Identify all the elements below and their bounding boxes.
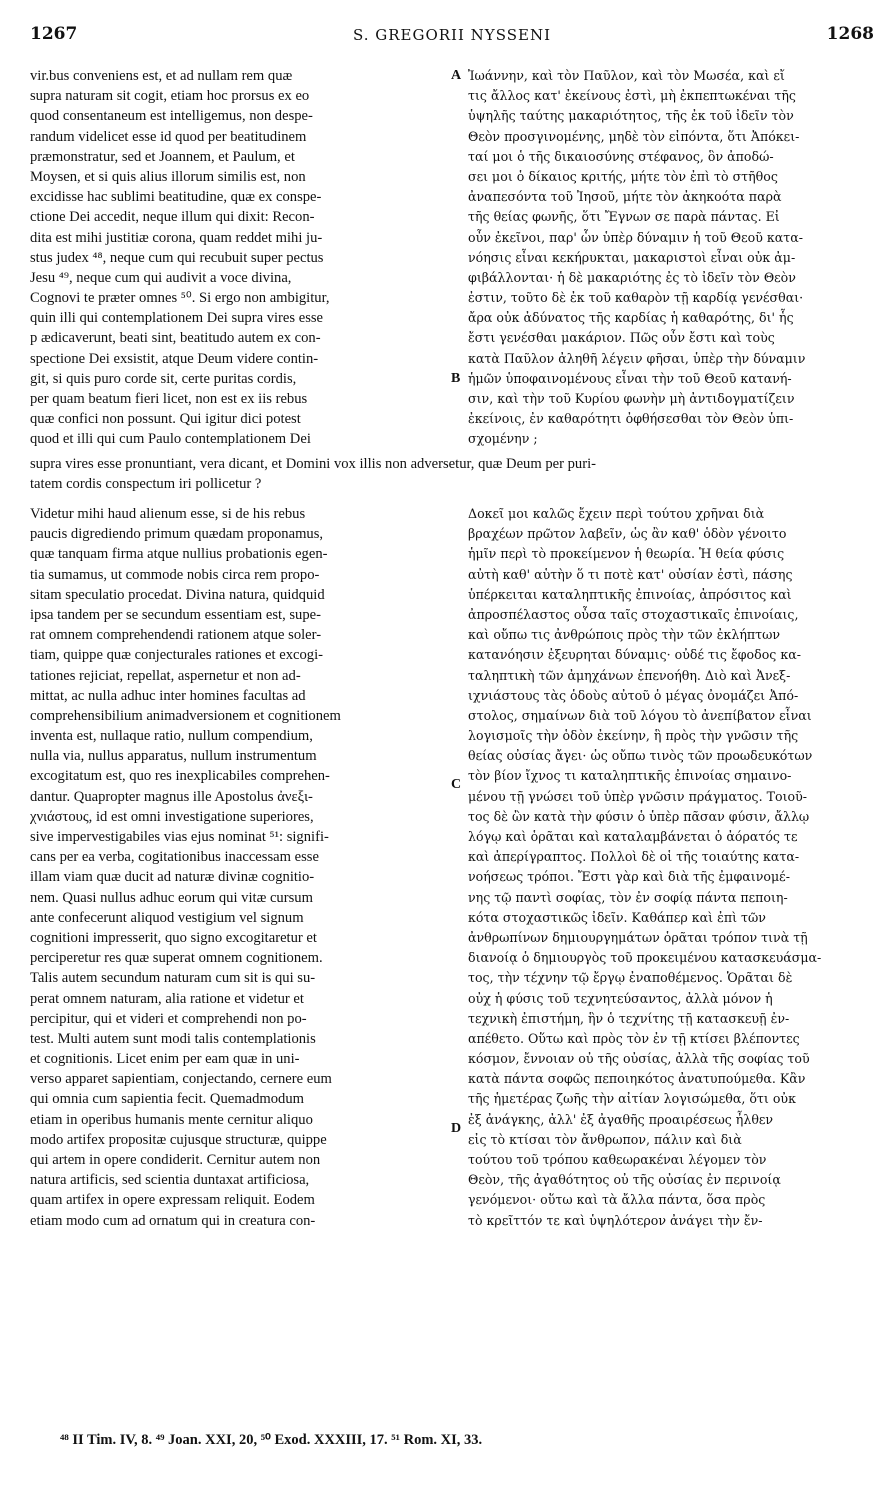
- text-line: Jesu ⁴⁹, neque cum qui audivit a voce divina,: [30, 269, 292, 286]
- margin-marker-b: B: [451, 371, 461, 386]
- text-line: excidisse hac sublimi beatitudine, quæ ex conspe-: [30, 189, 322, 206]
- text-line: ταληπτικὴ τῶν ἀμηχάνων ἐπενοήθη. Διὸ καὶ Ἀνεξ-: [468, 667, 791, 683]
- text-line: percipitur, qui et videri et comprehendi non po-: [30, 1010, 307, 1027]
- text-line: stus judex ⁴⁸, neque cum qui recubuit super pectus: [30, 249, 324, 266]
- text-line: ante confecerunt aliquod vestigium vel signum: [30, 909, 304, 926]
- text-line: σιν, καὶ τὴν τοῦ Κυρίου φωνὴν μὴ ἀντιδογματίζειν: [468, 391, 795, 406]
- text-line: τος, τὴν τέχνην τῷ ἔργῳ ἐναποθέμενος. Ὁρᾶται δὲ: [468, 970, 793, 986]
- text-line: comprehensibilium animadversionem et cognitionem: [30, 707, 341, 724]
- text-line: etiam in operibus humanis mente cernitur aliquo: [30, 1111, 313, 1128]
- text-line: οὐχ ἡ φύσις τοῦ τεχνητεύσαντος, ἀλλὰ μόνον ἡ: [468, 990, 773, 1006]
- text-line: ἀπροσπέλαστος οὖσα ταῖς στοχαστικαῖς ἐπινοίαις,: [468, 606, 799, 622]
- text-line: nem. Quasi nullus adhuc eorum qui vitæ cursum: [30, 889, 313, 906]
- page-number-right: 1268: [826, 24, 874, 44]
- text-line: καὶ ἀπερίγραπτος. Πολλοὶ δὲ οἱ τῆς τοιαύτης κατα-: [468, 849, 800, 865]
- full-width-line: supra vires esse pronuntiant, vera dicant, et Domini vox illis non adversetur, quæ Deum per puri-: [30, 456, 597, 472]
- text-line: nulla via, nullus apparatus, nullum instrumentum: [30, 748, 317, 765]
- full-width-line: tatem cordis conspectum iri pollicetur ?: [30, 476, 262, 493]
- text-line: ἄρα οὐκ ἀδύνατος τῆς καρδίας ἡ καθαρότης, δι' ἧς: [468, 310, 794, 326]
- text-line: quod et illi qui cum Paulo contemplationem Dei: [30, 431, 311, 448]
- running-title: S. GREGORII NYSSENI: [352, 26, 551, 44]
- text-line: mittat, ac nulla adhuc inter homines facultas ad: [30, 687, 306, 704]
- greek-column-top: [468, 66, 878, 450]
- text-line: ἡμῶν ὑποφαινομένους εἶναι τὴν τοῦ Θεοῦ κατανή-: [468, 370, 792, 386]
- text-line: inventa est, nullaque ratio, nullum compendium,: [30, 728, 313, 745]
- text-line: κατανόησιν ἐξευρηται δύναμις· οὐδέ τις ἔφοδος κα-: [468, 647, 801, 663]
- text-line: natura artificis, sed scientia duntaxat artificiosa,: [30, 1172, 310, 1189]
- footnotes: ⁴⁸ II Tim. IV, 8. ⁴⁹ Joan. XXI, 20, ⁵⁰ Exod. XXXIII, 17. ⁵¹ Rom. XI, 33.: [60, 1432, 483, 1448]
- text-line: rat omnem comprehendendi rationem atque soler-: [30, 627, 322, 644]
- text-line: Ἰωάννην, καὶ τὸν Παῦλον, καὶ τὸν Μωσέα, καὶ εἴ: [468, 68, 785, 83]
- text-line: spectione Dei exsistit, atque Deum videre contin-: [30, 350, 319, 367]
- text-line: λόγῳ καὶ ὁρᾶται καὶ καταλαμβάνεται ὁ ἀόρατός τε: [468, 829, 798, 844]
- text-line: σει μοι ὁ δίκαιος κριτής, μήτε τὸν ἐπὶ τὸ στῆθος: [468, 168, 778, 184]
- text-line: quin illi qui contemplationem Dei supra vires esse: [30, 310, 324, 327]
- text-line: στολος, σημαίνων διὰ τοῦ λόγου τὸ ἀνεπίβατον εἶναι: [468, 707, 812, 723]
- margin-marker-d: D: [451, 1121, 462, 1136]
- text-line: test. Multi autem sunt modi talis contemplationis: [30, 1030, 316, 1047]
- text-line: τὸν βίον ἴχνος τι καταληπτικῆς ἐπινοίας σημαινο-: [468, 768, 792, 784]
- text-line: τος δὲ ὢν κατὰ τὴν φύσιν ὁ ὑπὲρ πᾶσαν φύσιν, ἄλλῳ: [468, 808, 810, 824]
- text-line: διανοίᾳ ὁ δημιουργὸς τοῦ προκειμένου κατασκευάσμα-: [468, 950, 822, 966]
- text-line: p ædicaverunt, beati sint, beatitudo autem ex con-: [30, 330, 321, 347]
- text-line: νόησις εἶναι κεκήρυκται, μακαριστοὶ εἶναι οὐκ ἀμ-: [468, 249, 796, 265]
- text-line: ipsa tandem per se secundum essentiam est, supe-: [30, 606, 321, 623]
- text-line: Moysen, et si quis alius illorum similis est, non: [30, 168, 306, 185]
- text-line: excogitatum est, quo res inexplicabiles comprehen-: [30, 768, 330, 785]
- text-line: Cognovi te præter omnes ⁵⁰. Si ergo non ambigitur,: [30, 290, 330, 307]
- text-line: præmonstratur, sed et Joannem, et Paulum, et: [30, 148, 295, 165]
- text-line: κατὰ Παῦλον ἀληθῆ λέγειν φῆσαι, ὑπὲρ τὴν δύναμιν: [468, 350, 806, 366]
- text-line: ἐξ ἀνάγκης, ἀλλ' ἐξ ἀγαθῆς προαιρέσεως ἦλθεν: [468, 1111, 774, 1127]
- text-line: κότα στοχαστικῶς ἰδεῖν. Καθάπερ καὶ ἐπὶ τῶν: [468, 909, 766, 925]
- latin-column-bottom: [30, 504, 452, 1231]
- text-line: dita est mihi justitiæ corona, quam reddet mihi ju-: [30, 229, 323, 246]
- text-line: randum videlicet esse id quod per beatitudinem: [30, 128, 307, 145]
- text-line: Θεὸν, τῆς ἀγαθότητος οὐ τῆς οὐσίας ἐν περινοίᾳ: [468, 1172, 781, 1188]
- text-line: λογισμοῖς τὴν ὁδὸν ἐκείνην, ἣ πρὸς τὴν γνῶσιν τῆς: [468, 728, 799, 744]
- text-line: νοήσεως τρόποι. Ἔστι γὰρ καὶ διὰ τῆς ἐμφαινομέ-: [468, 869, 790, 885]
- text-line: Θεὸν προσγινομένης, μηδὲ τὸν εἰπόντα, ὅτι Ἀπόκει-: [468, 128, 800, 144]
- greek-column-bottom: [468, 504, 878, 1231]
- margin-marker-c: C: [451, 777, 462, 792]
- text-line: quæ confici non possunt. Qui igitur dici potest: [30, 411, 301, 428]
- text-line: ctione Dei accedit, neque illum qui dixit: Recon-: [30, 209, 315, 226]
- text-line: βραχέων πρῶτον λαβεῖν, ὡς ἂν καθ' ὁδὸν γένοιτο: [468, 526, 787, 542]
- text-line: modo artifex propositæ cujusque structuræ, quippe: [30, 1131, 327, 1148]
- text-line: et cognitionis. Licet enim per eam quæ in uni-: [30, 1051, 300, 1068]
- text-line: κατὰ πάντα σοφῶς πεποιηκότος ἀνατυπούμεθα. Κἂν: [468, 1071, 806, 1087]
- latin-column-top: [30, 66, 452, 450]
- text-line: per quam beatum fieri licet, non est ex iis rebus: [30, 391, 308, 407]
- text-line: εἰς τὸ κτίσαι τὸν ἄνθρωπον, πάλιν καὶ διὰ: [468, 1131, 742, 1147]
- text-line: ιχνιάστους τὰς ὁδοὺς αὐτοῦ ὁ μέγας ὀνομάζει Ἀπό-: [468, 687, 799, 703]
- text-line: quæ tanquam firma atque nullius probationis egen-: [30, 546, 328, 563]
- text-line: ἀνθρωπίνων δημιουργημάτων ὁρᾶται τρόπον τινὰ τῇ: [468, 929, 808, 945]
- text-line: etiam modo cum ad ornatum qui in creatura con-: [30, 1212, 316, 1229]
- text-line: cognitioni impresserit, quo signo excogitaretur et: [30, 929, 317, 946]
- text-line: τῆς θείας φωνῆς, ὅτι Ἔγνων σε παρὰ πάντας. Εἰ: [468, 209, 780, 225]
- text-line: τούτου τοῦ τρόπου καθεωρακέναι λέγομεν τὸν: [468, 1152, 767, 1167]
- full-width-text: [30, 454, 874, 494]
- text-line: ὑπέρκειται καταληπτικῆς ἐπινοίας, ἀπρόσιτος καὶ: [468, 586, 792, 602]
- text-line: tationes rejiciat, repellat, aspernetur et non ad-: [30, 667, 301, 684]
- text-line: οὖν ἐκεῖνοι, παρ' ὧν ὑπὲρ δύναμιν ἡ τοῦ Θεοῦ κατα-: [468, 229, 803, 245]
- text-line: ἡμῖν περὶ τὸ προκείμενον ἡ θεωρία. Ἡ θεία φύσις: [468, 546, 785, 562]
- text-line: quam artifex in opere expressam reliquit. Eodem: [30, 1192, 315, 1209]
- text-line: θείας οὐσίας ἄγει· ὡς οὔπω τινὸς τῶν προωδευκότων: [468, 748, 813, 764]
- text-line: cans per ea verba, cogitationibus inaccessam esse: [30, 849, 319, 866]
- margin-marker-a: A: [451, 68, 462, 83]
- text-line: τῆς ἡμετέρας ζωῆς τὴν αἰτίαν λογισώμεθα, ὅτι οὐκ: [468, 1091, 796, 1107]
- text-line: sive impervestigabiles vias ejus nominat ⁵¹: signifi-: [30, 829, 329, 845]
- text-line: τις ἄλλος κατ' ἐκείνους ἐστὶ, μὴ ἐκπεπτωκέναι τῆς: [468, 88, 796, 104]
- text-line: tia sumamus, ut commode nobis circa rem propo-: [30, 566, 320, 583]
- text-line: quod consentaneum est intelligemus, non despe-: [30, 108, 313, 125]
- text-line: ἔστι γενέσθαι μακάριον. Πῶς οὖν ἔστι καὶ τοὺς: [468, 330, 775, 346]
- page-number-left: 1267: [30, 24, 78, 44]
- text-line: τεχνικὴ ἐπιστήμη, ἣν ὁ τεχνίτης τῇ κατασκευῇ ἐν-: [468, 1010, 790, 1026]
- text-line: γενόμενοι· οὕτω καὶ τὰ ἄλλα πάντα, ὅσα πρὸς: [468, 1192, 766, 1208]
- text-line: ταί μοι ὁ τῆς δικαιοσύνης στέφανος, ὃν ἀποδώ-: [468, 148, 774, 164]
- text-line: ἀναπεσόντα τοῦ Ἰησοῦ, μήτε τὸν ἀκηκοότα παρὰ: [468, 189, 782, 205]
- text-line: paucis digrediendo primum quædam proponamus,: [30, 526, 324, 543]
- text-line: Videtur mihi haud alienum esse, si de his rebus: [30, 506, 306, 522]
- text-line: τὸ κρεῖττόν τε καὶ ὑψηλότερον ἀνάγει τὴν ἔν-: [468, 1212, 763, 1228]
- text-line: φιβάλλονται· ἡ δὲ μακαριότης ἐς τὸ ἰδεῖν τὸν Θεὸν: [468, 269, 796, 285]
- text-line: verso apparet sapientiam, conjectando, cernere eum: [30, 1071, 332, 1088]
- text-line: νης τῷ παντὶ σοφίας, τὸν ἐν σοφίᾳ πάντα πεποιη-: [468, 889, 788, 905]
- text-line: git, si quis puro corde sit, certe puritas cordis,: [30, 370, 297, 387]
- text-line: qui artem in opere condiderit. Cernitur autem non: [30, 1152, 321, 1168]
- text-line: vir.bus conveniens est, et ad nullam rem quæ: [30, 68, 293, 84]
- text-line: σχομένην ;: [468, 431, 538, 447]
- text-line: Talis autem secundum naturam cum sit is qui su-: [30, 970, 316, 987]
- text-line: sitam speculatio procedat. Divina natura, quidquid: [30, 586, 325, 603]
- text-line: Δοκεῖ μοι καλῶς ἔχειν περὶ τούτου χρῆναι διὰ: [468, 506, 765, 521]
- text-line: καὶ οὔπω τις ἀνθρώποις πρὸς τὴν τῶν ἐκλήπτων: [468, 627, 781, 643]
- text-line: κόσμον, ἔννοιαν οὐ τῆς οὐσίας, ἀλλὰ τῆς σοφίας τοῦ: [468, 1051, 810, 1067]
- text-line: tiam, quippe quæ conjecturales rationes et excogi-: [30, 647, 323, 664]
- text-line: ἐστιν, τοῦτο δὲ ἐκ τοῦ καθαρὸν τῇ καρδίᾳ γενέσθαι·: [468, 290, 804, 306]
- text-line: dantur. Quapropter magnus ille Apostolus ἀνεξι-: [30, 788, 313, 805]
- text-line: illam viam quæ ducit ad naturæ divinæ cognitio-: [30, 869, 315, 886]
- text-line: perciperetur res quæ superat omnem cognitionem.: [30, 950, 323, 967]
- text-line: αὐτὴ καθ' αὑτὴν ὅ τι ποτὲ κατ' οὐσίαν ἐστὶ, πάσης: [468, 566, 793, 582]
- text-line: qui omnia cum sapientia fecit. Quemadmodum: [30, 1091, 304, 1108]
- text-line: απέθετο. Οὕτω καὶ πρὸς τὸν ἐν τῇ κτίσει βλέποντες: [468, 1030, 800, 1046]
- text-line: ὑψηλῆς ταύτης μακαριότητος, τῆς ἐκ τοῦ ἰδεῖν τὸν: [468, 108, 794, 124]
- text-line: μένου τῇ γνώσει τοῦ ὑπὲρ γνῶσιν πράγματος. Τοιοῦ-: [468, 788, 808, 804]
- text-line: ἐκείνοις, ἐν καθαρότητι ὀφθήσεσθαι τὸν Θεὸν ὑπι-: [468, 411, 794, 427]
- text-line: supra naturam sit cogit, etiam hoc prorsus ex eo: [30, 88, 310, 105]
- text-line: perat omnem naturam, alia ratione et videtur et: [30, 990, 304, 1007]
- page-header: [30, 10, 874, 50]
- text-line: χνιάστους, id est omni investigatione superiores,: [30, 808, 314, 825]
